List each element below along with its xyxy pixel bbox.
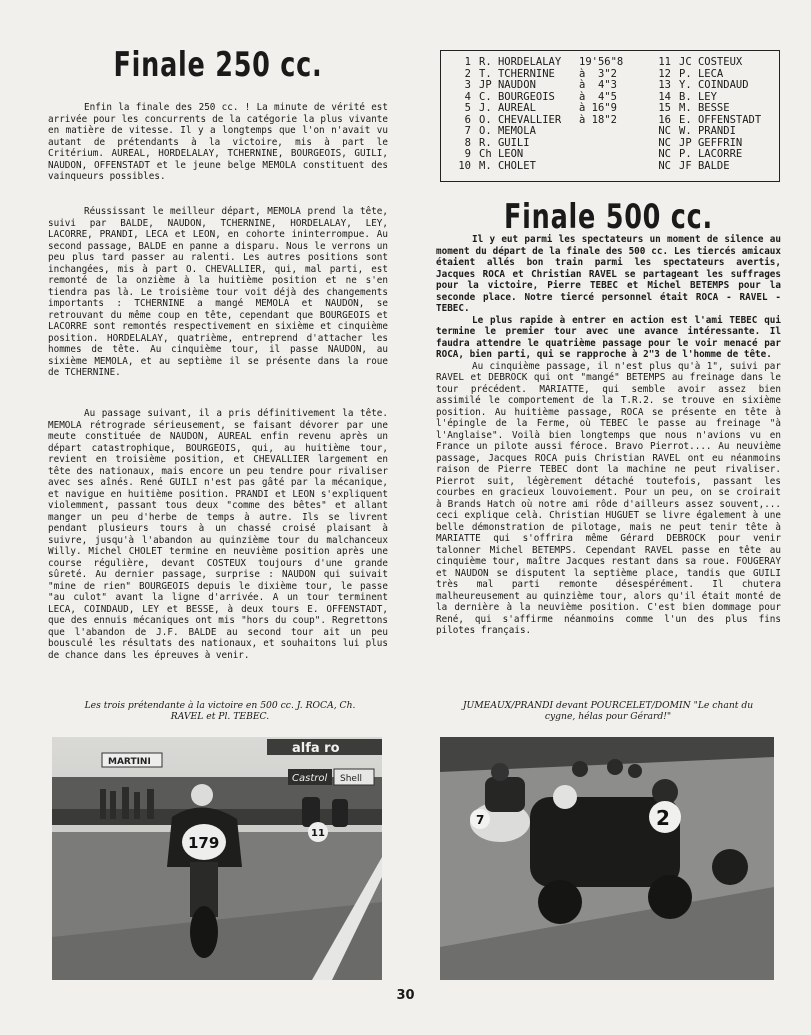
results-row [451, 57, 641, 69]
results-row [451, 80, 641, 92]
results-table [440, 50, 780, 182]
bike-number-11: 11 [311, 828, 325, 839]
result-time: 19'56"8 [579, 56, 624, 68]
sign-martini: MARTINI [108, 757, 151, 767]
result-rider: O. MEMOLA [479, 125, 536, 137]
article-500 [436, 234, 781, 637]
finale-500-heading: Finale 500 cc. [504, 197, 713, 237]
photo-solo-racer [52, 737, 382, 980]
result-position: 16 [658, 113, 671, 126]
article-250-body-1: Réussissant le meilleur départ, MEMOLA prend la tête, suivi par BALDE, NAUDON, TCHERNINE, HORDELALAY, LEY, LACORRE, PRANDI, LECA et LEON, en cohorte ininterrompue. Au second passage, BALDE en panne a disparu. Nous le verrons un peu plus tard passer au ralenti. Les autres positions sont inchangées, mis à part O. CHEVALLIER, qui, mal parti, est remonté de la onzième à la huitième position et ne s'en tiendra pas là. Le troisième tour voit déjà des changements importants : TCHERNINE a mangé MEMOLA et NAUDON, se retrouvant du même coup en tête, cependant que BOURGEOIS et LACORRE sont remontés respectivement en sixième et cinquième position. HORDELALAY, quatrième, entreprend d'attacher les hommes de tête. Au cinquième tour, il passe NAUDON, au sixième MEMOLA, et au septième il se présente dans la roue de TCHERNINE. [48, 206, 388, 378]
result-position: 1 [464, 56, 471, 68]
result-position: 12 [658, 67, 671, 80]
result-rider: P. LACORRE [679, 148, 743, 160]
result-rider: B. LEY [679, 90, 717, 103]
result-position: 7 [464, 125, 471, 137]
result-rider: P. LECA [679, 67, 724, 80]
sign-shell: Shell [340, 774, 362, 784]
result-position: NC [658, 148, 671, 160]
result-rider: JC COSTEUX [679, 56, 743, 68]
photo-caption-right: JUMEAUX/PRANDI devant POURCELET/DOMIN "Le chant du cygne, hélas pour Gérard!" [462, 700, 754, 722]
result-time: à 18"2 [579, 113, 617, 126]
results-column-left [451, 57, 641, 172]
result-rider: E. OFFENSTADT [679, 113, 762, 126]
results-row [451, 149, 641, 161]
result-position: 4 [464, 90, 471, 103]
result-time: à 4"5 [579, 90, 617, 103]
result-position: 13 [658, 79, 671, 91]
sign-castrol: Castrol [292, 773, 328, 784]
result-time: à 16"9 [579, 102, 617, 114]
sign-alfa: alfa ro [292, 741, 340, 756]
results-row [651, 126, 781, 138]
result-time [579, 126, 639, 138]
article-500-body-1: Le plus rapide à entrer en action est l'ami TEBEC qui termine le premier tour avec une avance intéressante. Il faudra attendre le quatrième passage pour le voir menacé par ROCA, bien parti, qui se rapproche à 2"3 de l'homme de tête. [436, 314, 781, 360]
results-row [451, 126, 641, 138]
result-time [579, 149, 639, 161]
result-position: 10 [458, 159, 471, 172]
photo-caption-left: Les trois prétendante à la victoire en 500 cc. J. ROCA, Ch. RAVEL et Pl. TEBEC. [84, 700, 356, 722]
result-rider: R. HORDELALAY [479, 56, 562, 68]
result-position: 15 [658, 102, 671, 114]
result-position: NC [658, 125, 671, 137]
result-position: 5 [464, 102, 471, 114]
result-position: 3 [464, 79, 471, 91]
results-row [651, 103, 781, 115]
result-position: NC [658, 136, 671, 149]
result-position: NC [658, 159, 671, 172]
results-row [651, 57, 781, 69]
results-row [651, 161, 781, 173]
result-rider: C. BOURGEOIS [479, 90, 555, 103]
result-position: 11 [658, 56, 671, 68]
result-position: 6 [464, 113, 471, 126]
result-rider: Y. COINDAUD [679, 79, 749, 91]
result-position: 2 [464, 67, 471, 80]
result-rider: JF BALDE [679, 159, 730, 172]
article-250-intro: Enfin la finale des 250 cc. ! La minute de vérité est arrivée pour les concurrents de la catégorie la plus vivante en matière de vitesse. Il y a longtemps que l'on n'avait vu autant de prétendants à la victoire, mis à part le Critérium. AUREAL, HORDELALAY, TCHERNINE, BOURGEOIS, GUILI, NAUDON, OFFENSTADT et le jeune belge MEMOLA constituent des vainqueurs possibles. [48, 102, 388, 182]
results-column-right [651, 57, 781, 172]
result-time [579, 138, 639, 150]
page-number: 30 [396, 988, 415, 1003]
result-position: 8 [464, 136, 471, 149]
photo-sidecars [440, 737, 774, 980]
result-position: 14 [658, 90, 671, 103]
result-time [579, 161, 639, 173]
result-rider: JP GEFFRIN [679, 136, 743, 149]
photo-sidecars-illustration [440, 737, 774, 980]
result-position: 9 [464, 148, 471, 160]
results-row [651, 80, 781, 92]
result-time: à 4"3 [579, 79, 617, 91]
result-rider: M. CHOLET [479, 159, 536, 172]
result-rider: T. TCHERNINE [479, 67, 555, 80]
result-rider: J. AUREAL [479, 102, 536, 114]
photo-solo-racer-illustration [52, 737, 382, 980]
result-rider: Ch LEON [479, 148, 524, 160]
result-rider: M. BESSE [679, 102, 730, 114]
result-rider: O. CHEVALLIER [479, 113, 562, 126]
results-row [651, 149, 781, 161]
sidecar-number-2: 2 [656, 806, 670, 830]
result-rider: JP NAUDON [479, 79, 536, 91]
result-rider: R. GUILI [479, 136, 530, 149]
results-row [451, 103, 641, 115]
result-time: à 3"2 [579, 67, 617, 80]
results-row [451, 161, 641, 173]
article-500-body-2: Au cinquième passage, il n'est plus qu'à 1", suivi par RAVEL et DEBROCK qui ont "mangé" BETEMPS au freinage dans le tour précédent. MARIATTE, qui semble avoir assez bien assimilé le comportement de la T.R.2. se trouve en sixième position. Au huitième passage, ROCA se présente en tête à l'épingle de la Ferme, où TEBEC le passe au freinage "à l'Anglaise". Voilà bien longtemps que nous n'avions vu en France un pilote aussi féroce. Bravo Pierrot.... Au neuvième passage, Jacques ROCA puis Christian RAVEL ont eu néanmoins raison de Pierre TEBEC dont la machine ne peut rivaliser. Pierrot suit, légèrement détaché toutefois, passant les courbes en gracieux louvoiement. Pour un peu, on se croirait à Brands Hatch où notre ami rôde d'ailleurs assez souvent,... ceci explique celà. Christian HUGUET se livre également à une belle démonstration de pilotage, mais ne peut tenir tête à MARIATTE qui s'offrira même Gérard DEBROCK pour venir talonner Michel BETEMPS. Cependant RAVEL passe en tête au cinquième tour, maître Jacques restant dans sa roue. FOUGERAY et NAUDON se disputent la septième place, tandis que GUILI très mal parti remonte désespérément. Il chutera malheureusement au quinzième tour, alors qu'il était monté de la dernière à la neuvième position. C'est bien dommage pour René, qui s'affirme néanmoins comme l'un des plus fins pilotes français. [436, 360, 781, 636]
finale-250-heading: Finale 250 cc. [113, 45, 323, 85]
sidecar-number-7: 7 [476, 813, 485, 827]
bike-number-179: 179 [188, 834, 220, 852]
article-250-body-2: Au passage suivant, il a pris définitivement la tête. MEMOLA rétrograde sérieusement, se faisant dévorer par une meute constituée de NAUDON, AUREAL enfin revenu après un départ catastrophique, BOURGEOIS, qui, au huitième tour, revient en troisième position, et CHEVALLIER largement en tête des nationaux, mais encore un peu tendre pour rivaliser avec ses aînés. René GUILI n'est pas gâté par la mécanique, et navigue en huitième position. PRANDI et LEON s'expliquent violemment, passant tous deux "comme des bêtes" et allant manger un peu d'herbe de temps à autre. Ils se livrent pendant plusieurs tours à un chassé croisé plaisant à suivre, jusqu'à l'abandon au quinzième tour du malchanceux Willy. Michel CHOLET termine en neuvième position après une course régulière, devant COSTEUX toujours d'une grande sûreté. Au dernier passage, surprise : NAUDON qui suivait "mine de rien" BOURGEOIS depuis le dixième tour, le passe "au culot" avant la ligne d'arrivée. A un tour terminent LECA, COINDAUD, LEY et BESSE, à deux tours E. OFFENSTADT, que des ennuis mécaniques ont mis "hors du coup". Regrettons que l'abandon de J.F. BALDE au second tour ait un peu bousculé les résultats des nationaux, et souhaitons lui plus de chance dans les épreuves à venir. [48, 408, 388, 661]
article-500-intro: Il y eut parmi les spectateurs un moment de silence au moment du départ de la finale des 500 cc. Les tiercés amicaux étaient allés bon train parmi les spectateurs avertis, Jacques ROCA et Christian RAVEL se partageant les suffrages pour la victoire, Pierre TEBEC et Michel BETEMPS pour la seconde place. Notre tiercé personnel était ROCA - RAVEL - TEBEC. [436, 234, 781, 314]
result-rider: W. PRANDI [679, 125, 736, 137]
